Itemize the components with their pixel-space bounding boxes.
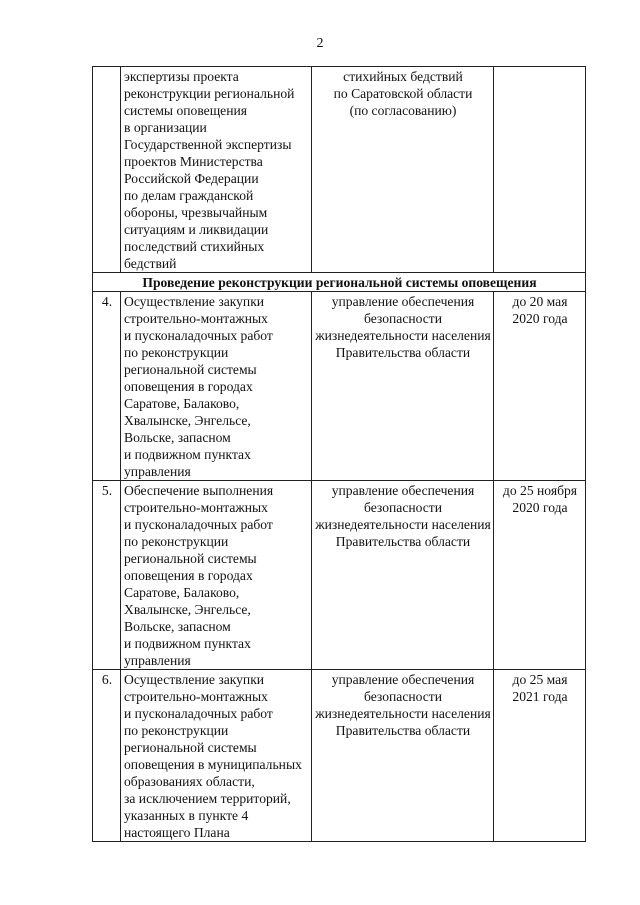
deadline-cell <box>494 67 586 273</box>
cell-text-line: и подвижном пунктах <box>124 636 251 651</box>
cell-text-line: 2020 года <box>512 500 568 515</box>
table-row <box>93 670 586 842</box>
cell-text-line: управления <box>124 464 191 479</box>
section-header-row <box>93 273 586 292</box>
cell-text-line: управления <box>124 653 191 668</box>
cell-text-line: управление обеспечения <box>331 483 475 498</box>
responsible-cell <box>312 481 494 670</box>
cell-text-line: (по согласованию) <box>349 103 457 118</box>
cell-text-line: в организации <box>124 120 207 135</box>
cell-text-line: 2021 года <box>512 689 568 704</box>
cell-text-line: безопасности <box>363 311 443 326</box>
cell-text-line: образованиях области, <box>124 774 255 789</box>
cell-text-line: Осуществление закупки <box>124 294 265 309</box>
cell-text-line: по реконструкции <box>124 723 229 738</box>
responsible-cell <box>312 292 494 481</box>
cell-text-line: проектов Министерства <box>124 154 263 169</box>
event-cell <box>121 67 312 273</box>
table-row <box>93 481 586 670</box>
cell-text-line: Государственной экспертизы <box>124 137 292 152</box>
cell-text-line: за исключением территорий, <box>124 791 291 806</box>
cell-text-line: региональной системы <box>124 740 257 755</box>
cell-text-line: строительно-монтажных <box>124 689 268 704</box>
cell-text-line: строительно-монтажных <box>124 500 268 515</box>
cell-text-line: бедствий <box>124 256 177 271</box>
cell-text-line: по Саратовской области <box>333 86 473 101</box>
cell-text-line: до 25 мая <box>512 672 568 687</box>
cell-text-line: Вольске, запасном <box>124 430 231 445</box>
responsible-cell <box>312 67 494 273</box>
cell-text-line: Российской Федерации <box>124 171 259 186</box>
cell-text-line: Хвалынске, Энгельсе, <box>124 413 251 428</box>
cell-text-line: Обеспечение выполнения <box>124 483 274 498</box>
cell-text-line: оповещения в муниципальных <box>124 757 302 772</box>
cell-text-line: обороны, чрезвычайным <box>124 205 268 220</box>
cell-text-line: Правительства области <box>335 345 471 360</box>
cell-text-line: жизнедеятельности населения <box>315 328 491 343</box>
row-number: 6. <box>93 670 121 842</box>
cell-text-line: по реконструкции <box>124 534 229 549</box>
cell-text-line: управление обеспечения <box>331 294 475 309</box>
cell-text-line: Саратове, Балаково, <box>124 585 240 600</box>
cell-text-line: реконструкции региональной <box>124 86 295 101</box>
deadline-cell <box>494 292 586 481</box>
cell-text-line: Правительства области <box>335 723 471 738</box>
event-cell <box>121 292 312 481</box>
row-number: 4. <box>93 292 121 481</box>
cell-text-line: системы оповещения <box>124 103 247 118</box>
responsible-cell <box>312 670 494 842</box>
cell-text-line: и пусконаладочных работ <box>124 328 273 343</box>
cell-text-line: строительно-монтажных <box>124 311 268 326</box>
cell-text-line: последствий стихийных <box>124 239 265 254</box>
cell-text-line: стихийных бедствий <box>343 69 463 84</box>
event-cell <box>121 670 312 842</box>
cell-text-line: и пусконаладочных работ <box>124 517 273 532</box>
plan-table-body <box>93 67 586 842</box>
cell-text-line: настоящего Плана <box>124 825 230 840</box>
cell-text-line: региональной системы <box>124 551 257 566</box>
row-number: 5. <box>93 481 121 670</box>
cell-text-line: оповещения в городах <box>124 568 253 583</box>
cell-text-line: оповещения в городах <box>124 379 253 394</box>
event-cell <box>121 481 312 670</box>
cell-text-line: до 25 ноября <box>502 483 578 498</box>
cell-text-line: жизнедеятельности населения <box>315 706 491 721</box>
row-number <box>93 67 121 273</box>
cell-text-line: по реконструкции <box>124 345 229 360</box>
cell-text-line: и подвижном пунктах <box>124 447 251 462</box>
cell-text-line: ситуациям и ликвидации <box>124 222 269 237</box>
section-title: Проведение реконструкции региональной системы оповещения <box>93 273 586 292</box>
deadline-cell <box>494 670 586 842</box>
cell-text-line: Хвалынске, Энгельсе, <box>124 602 251 617</box>
cell-text-line: региональной системы <box>124 362 257 377</box>
cell-text-line: Саратове, Балаково, <box>124 396 240 411</box>
cell-text-line: жизнедеятельности населения <box>315 517 491 532</box>
cell-text-line: управление обеспечения <box>331 672 475 687</box>
cell-text-line: до 20 мая <box>512 294 568 309</box>
cell-text-line: указанных в пункте 4 <box>124 808 249 823</box>
table-row <box>93 67 586 273</box>
cell-text-line: и пусконаладочных работ <box>124 706 273 721</box>
cell-text-line: по делам гражданской <box>124 188 254 203</box>
cell-text-line: Осуществление закупки <box>124 672 265 687</box>
cell-text-line: безопасности <box>363 500 443 515</box>
deadline-cell <box>494 481 586 670</box>
cell-text-line: Правительства области <box>335 534 471 549</box>
cell-text-line: безопасности <box>363 689 443 704</box>
cell-text-line: 2020 года <box>512 311 568 326</box>
page-number: 2 <box>316 36 324 51</box>
cell-text-line: Вольске, запасном <box>124 619 231 634</box>
plan-table <box>92 66 586 842</box>
table-row <box>93 292 586 481</box>
cell-text-line: экспертизы проекта <box>124 69 239 84</box>
